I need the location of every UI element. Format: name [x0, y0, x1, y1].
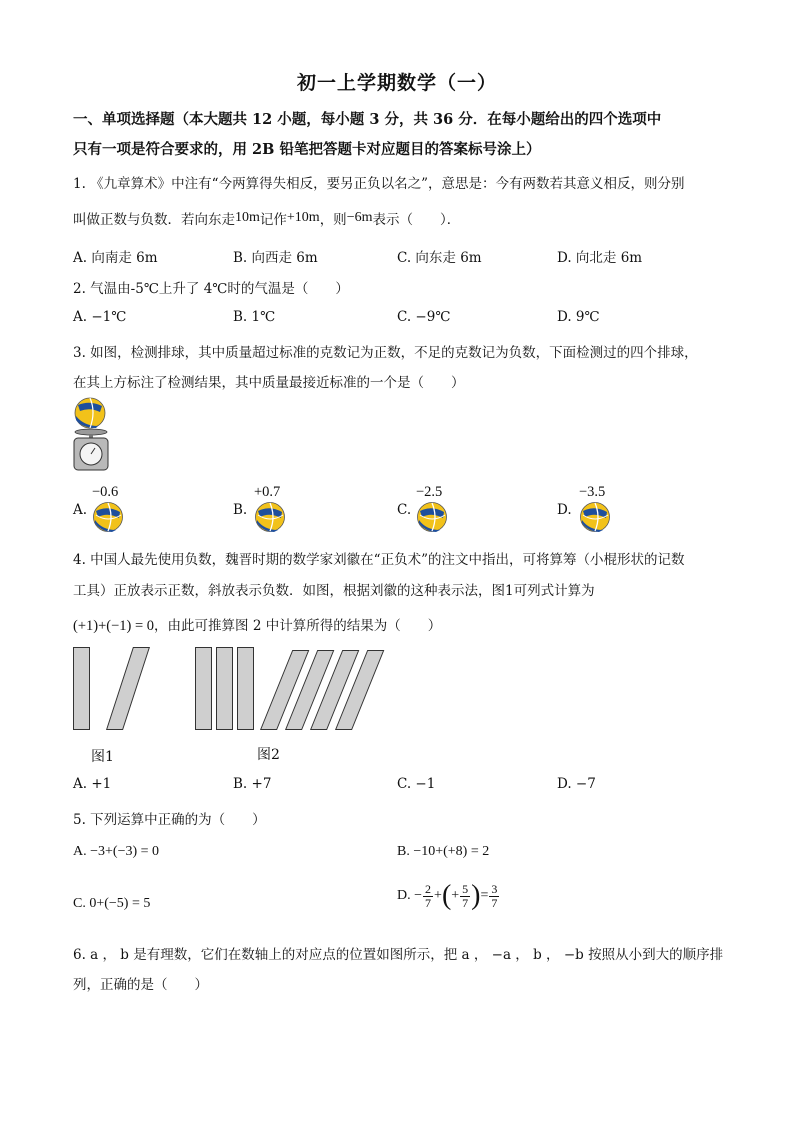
- volleyball-icon[interactable]: [416, 501, 448, 533]
- q6-text-line1: 6. a ， b 是有理数，它们在数轴上的对应点的位置如图所示，把 a ， −a ， b ， −b 按照从小到大的顺序排: [73, 947, 724, 963]
- q1-math-minus6m: −6m: [346, 210, 373, 225]
- numerator: 5: [462, 881, 469, 896]
- paren: ): [471, 880, 481, 911]
- paren: (: [441, 880, 452, 911]
- q5-option-d-label: D.: [397, 888, 411, 904]
- volleyball-icon[interactable]: [254, 501, 286, 533]
- upright-stick: [195, 647, 212, 730]
- denominator: 7: [462, 895, 469, 910]
- q6-text-line2: 列，正确的是（ ）: [73, 977, 208, 993]
- q3-option-a-letter[interactable]: A.: [73, 502, 88, 518]
- section-heading-line1: 一、单项选择题（本大题共 12 小题，每小题 3 分，共 36 分．在每小题给出的四个选项中: [73, 111, 662, 128]
- slanted-stick: [106, 647, 150, 730]
- upright-stick: [216, 647, 233, 730]
- minus-sign: −: [414, 888, 423, 904]
- q3-text-line2: 在其上方标注了检测结果，其中质量最接近标准的一个是（ ）: [73, 375, 465, 391]
- upright-stick: [73, 647, 90, 730]
- q1-text-part: 叫做正数与负数．若向东走: [73, 212, 235, 228]
- q4-option-c[interactable]: C. −1: [397, 776, 436, 792]
- section-heading-line2: 只有一项是符合要求的，用 2B 铅笔把答题卡对应题目的答案标号涂上）: [73, 141, 541, 158]
- plus-sign: +: [434, 888, 442, 904]
- q1-text-line1: 1. 《九章算术》中注有“今两算得失相反，要另正负以名之”，意思是：今有两数若其意义相反，则分别: [73, 176, 685, 192]
- q4-text-part: ，由此可推算图 2 中计算所得的结果为（ ）: [154, 618, 442, 634]
- denominator: 7: [425, 895, 432, 910]
- scale-with-ball-figure: [70, 396, 114, 476]
- volleyball-icon: [75, 398, 105, 428]
- q1-option-c[interactable]: C. 向东走 6m: [397, 250, 482, 266]
- q5-text: 5. 下列运算中正确的为（ ）: [73, 812, 266, 828]
- fraction: [423, 883, 433, 910]
- volleyball-icon[interactable]: [579, 501, 611, 533]
- q2-option-b[interactable]: B. 1℃: [233, 309, 276, 325]
- q4-text-line1: 4. 中国人最先使用负数，魏晋时期的数学家刘徽在“正负术”的注文中指出，可将算筹（小棍形状的记数: [73, 552, 685, 568]
- q2-option-a[interactable]: A. −1℃: [73, 309, 127, 325]
- q1-math-plus10m: +10m: [286, 210, 320, 225]
- q4-option-d[interactable]: D. −7: [557, 776, 596, 792]
- q4-text-line2: 工具）正放表示正数，斜放表示负数．如图，根据刘徽的这种表示法，图1可列式计算为: [73, 583, 595, 599]
- volleyball-icon[interactable]: [92, 501, 124, 533]
- numerator: 3: [491, 881, 498, 896]
- fraction: [489, 883, 499, 910]
- q2-text: 2. 气温由-5℃上升了 4℃时的气温是（ ）: [73, 281, 349, 297]
- q5-option-a[interactable]: A. −3+(−3) = 0: [73, 844, 160, 859]
- q1-text-part: 记作: [259, 212, 287, 228]
- q4-text-line3: [73, 614, 441, 635]
- q5-option-b[interactable]: B. −10+(+8) = 2: [397, 844, 490, 859]
- figure-1-caption: 图1: [91, 749, 114, 765]
- upright-stick: [237, 647, 254, 730]
- numerator: 2: [425, 881, 432, 896]
- q3-option-c-value: −2.5: [416, 484, 443, 500]
- q1-text-part: 表示（ ）．: [372, 212, 461, 228]
- q3-option-b-letter[interactable]: B.: [233, 502, 248, 518]
- denominator: 7: [491, 895, 498, 910]
- q5-option-d[interactable]: [397, 880, 500, 912]
- q1-text-part: ，则: [319, 212, 347, 228]
- q1-math-10m: 10m: [235, 210, 260, 225]
- q3-option-c-letter[interactable]: C.: [397, 502, 412, 518]
- q3-option-d-letter[interactable]: D.: [557, 502, 572, 518]
- q1-option-a[interactable]: A. 向南走 6m: [73, 250, 158, 266]
- q5-option-c[interactable]: C. 0+(−5) = 5: [73, 896, 151, 911]
- figure-2-caption: 图2: [257, 747, 280, 763]
- q1-text-line2: [73, 208, 460, 229]
- q3-option-d-value: −3.5: [579, 484, 606, 500]
- q2-option-c[interactable]: C. −9℃: [397, 309, 451, 325]
- q1-option-b[interactable]: B. 向西走 6m: [233, 250, 318, 266]
- page-title: 初一上学期数学（一）: [296, 72, 497, 94]
- q4-option-a[interactable]: A. +1: [73, 776, 112, 792]
- q4-expression: (+1)+(−1) = 0: [73, 618, 155, 634]
- q2-option-d[interactable]: D. 9℃: [557, 309, 600, 325]
- q3-option-a-value: −0.6: [92, 484, 119, 500]
- q1-option-d[interactable]: D. 向北走 6m: [557, 250, 643, 266]
- equals-sign: =: [480, 888, 489, 904]
- scale-icon: [74, 429, 108, 470]
- q3-text-line1: 3. 如图，检测排球，其中质量超过标准的克数记为正数，不足的克数记为负数，下面检测过的四个排球，: [73, 345, 698, 361]
- q3-option-b-value: +0.7: [254, 484, 281, 500]
- fraction: [460, 883, 470, 910]
- plus-sign: +: [451, 888, 460, 904]
- q4-option-b[interactable]: B. +7: [233, 776, 272, 792]
